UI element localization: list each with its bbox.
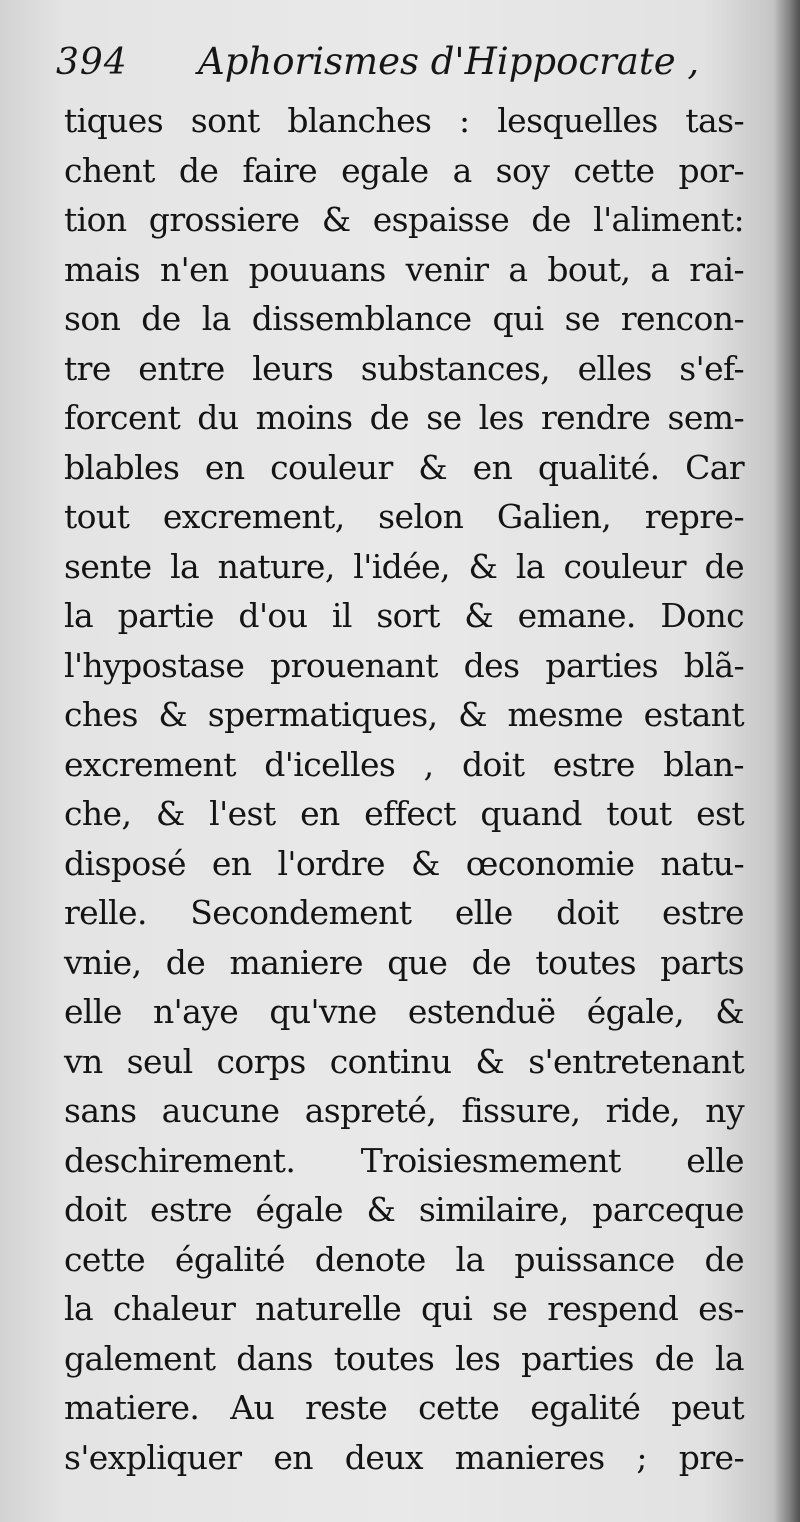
text-line: elle n'aye qu'vne estenduë égale, & <box>64 992 744 1031</box>
running-head <box>56 40 700 90</box>
text-line: tout excrement, selon Galien, repre- <box>64 497 744 536</box>
text-line: vnie, de maniere que de toutes parts <box>64 942 744 982</box>
text-line: cette égalité denote la puissance de <box>64 1239 744 1279</box>
running-title: Aphorismes d'Hippocrate , <box>198 40 700 83</box>
page-number: 394 <box>56 42 128 83</box>
text-line: galement dans toutes les parties de la <box>64 1338 744 1378</box>
text-line: sente la nature, l'idée, & la couleur de <box>64 546 744 586</box>
text-line: vn seul corps continu & s'entretenant <box>64 1041 744 1081</box>
text-line: sans aucune aspreté, fissure, ride, ny <box>64 1091 744 1130</box>
text-line: son de la dissemblance qui se rencon- <box>64 299 744 338</box>
text-line: excrement d'icelles , doit estre blan- <box>64 744 744 784</box>
text-line: tiques sont blanches : lesquelles tas- <box>64 101 744 140</box>
page-gutter-shadow <box>774 0 800 1522</box>
text-line: s'expliquer en deux manieres ; pre- <box>64 1437 744 1477</box>
text-line: blables en couleur & en qualité. Car <box>64 447 744 487</box>
text-line: tion grossiere & espaisse de l'aliment: <box>64 200 744 239</box>
text-line: l'hypostase prouenant des parties blã- <box>64 645 744 685</box>
text-line: disposé en l'ordre & œconomie natu- <box>64 843 744 883</box>
text-body <box>64 96 744 1482</box>
text-line: tre entre leurs substances, elles s'ef- <box>64 348 744 388</box>
text-line: relle. Secondement elle doit estre <box>64 893 744 932</box>
text-line: ches & spermatiques, & mesme estant <box>64 695 744 734</box>
text-line: chent de faire egale a soy cette por- <box>64 150 744 190</box>
text-line: mais n'en pouuans venir a bout, a rai- <box>64 249 744 289</box>
text-line: matiere. Au reste cette egalité peut <box>64 1388 744 1427</box>
text-line: deschirement. Troisiesmement elle <box>64 1140 744 1180</box>
text-line: che, & l'est en effect quand tout est <box>64 794 744 833</box>
text-line: la partie d'ou il sort & emane. Donc <box>64 596 744 635</box>
text-line: forcent du moins de se les rendre sem- <box>64 398 744 437</box>
text-line: la chaleur naturelle qui se respend es- <box>64 1289 744 1328</box>
text-line: doit estre égale & similaire, parceque <box>64 1190 744 1229</box>
